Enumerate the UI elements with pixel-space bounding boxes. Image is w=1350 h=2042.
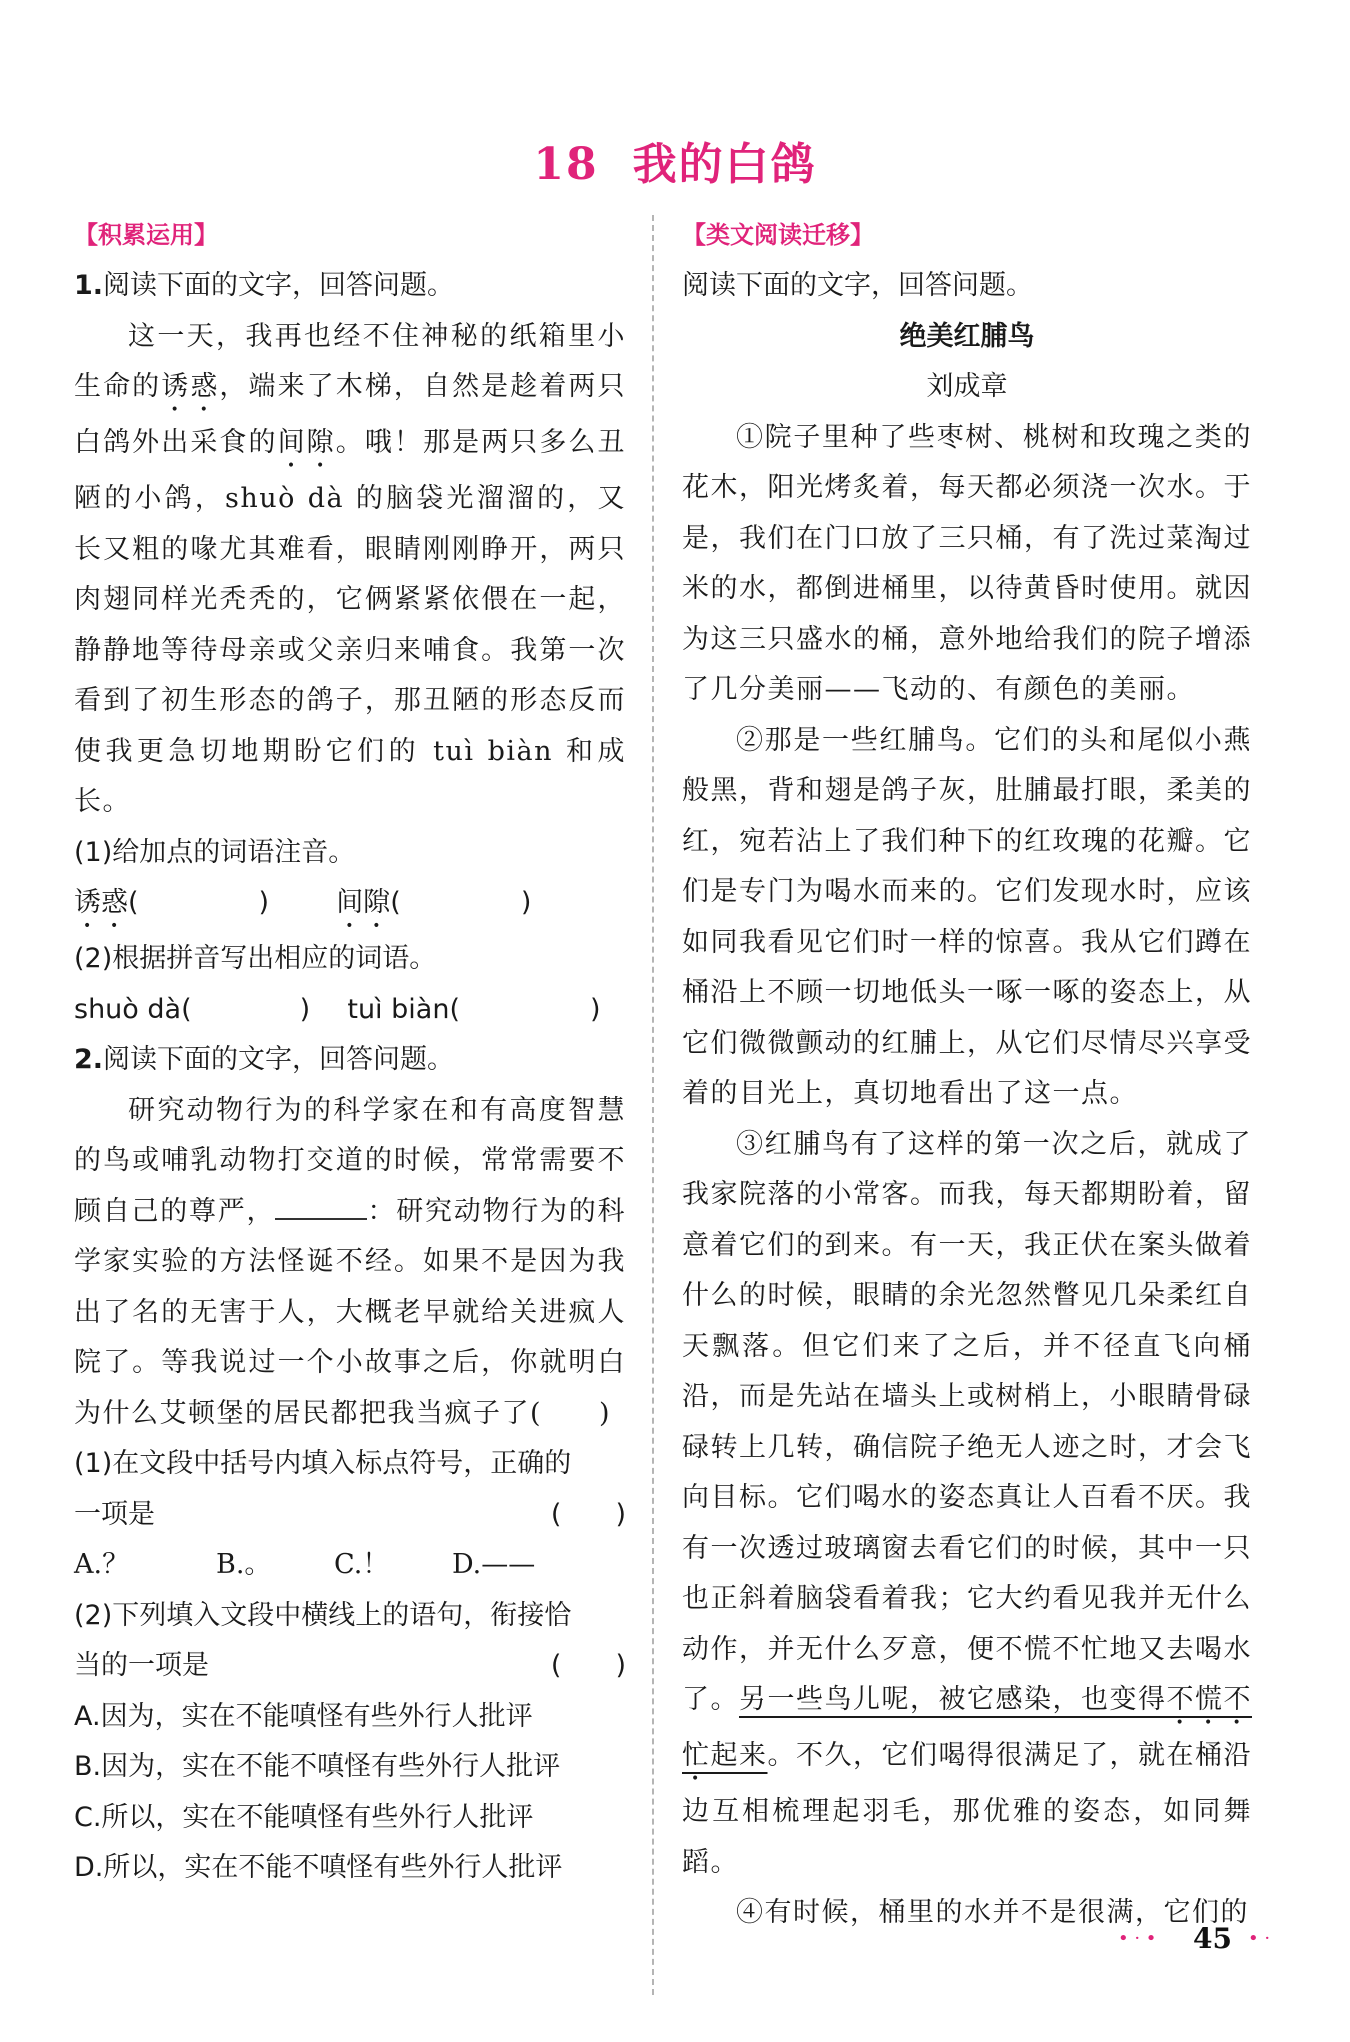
q1-passage: 这一天，我再也经不住神秘的纸箱里小生命的诱惑，端来了木梯，自然是趁着两只白鸽外出采食的间隙。哦！那是两只多么丑陋的小鸽，shuò dà 的脑袋光溜溜的，又长又粗的喙尤其难看，眼睛刚刚睁开，两只肉翅同样光秃秃的，它俩紧紧依偎在一起，静静地等待母亲或父亲归来哺食。我第一次看到了初生形态的鸽子，那丑陋的形态反而使我更急切地期盼它们的 tuì biàn 和成长。 (74, 320, 627, 817)
column-divider (652, 215, 654, 1995)
q1-sub2: (2)根据拼音写出相应的词语。 (74, 943, 437, 974)
underlined-sentence: 另一些鸟儿呢，被它感染，也变得不慌不忙起来 (682, 1684, 1252, 1771)
q2-sub1-line2: 一项是 ( ) (74, 1490, 626, 1541)
answer-paren[interactable]: ( ) (550, 1650, 626, 1681)
paragraph-3: ③红脯鸟有了这样的第一次之后，就成了我家院落的小常客。而我，每天都期盼着，留意着它们的到来。有一天，我正伏在案头做着什么的时候，眼睛的余光忽然瞥见几朵柔红自天飘落。但它们来了之后，并不径直飞向桶沿，而是先站在墙头上或树梢上，小眼睛骨碌碌转上几转，确信院子绝无人迹之时，才会飞向目标。它们喝水的姿态真让人百看不厌。我有一次透过玻璃窗去看它们的时候，其中一只也正斜着脑袋看着我；它大约看见我并无什么动作，并无什么歹意，便不慌不忙地又去喝水了。另一些鸟儿呢，被它感染，也变得不慌不忙起来。不久，它们喝得很满足了，就在桶沿边互相梳理起羽毛，那优雅的姿态，如同舞蹈。 (682, 1128, 1252, 1878)
option-c[interactable]: C.！ (334, 1549, 390, 1580)
paragraph-2: ②那是一些红脯鸟。它们的头和尾似小燕般黑，背和翅是鸽子灰，肚脯最打眼，柔美的红，宛若沾上了我们种下的红玫瑰的花瓣。它们是专门为喝水而来的。它们发现水时，应该如同我看见它们时一样的惊喜。我从它们蹲在桶沿上不顾一切地低头一啄一啄的姿态上，从它们微微颤动的红脯上，从它们尽情尽兴享受着的目光上，真切地看出了这一点。 (682, 724, 1252, 1109)
q1-sub1: (1)给加点的词语注音。 (74, 836, 356, 868)
option-b[interactable]: B.。 (216, 1549, 272, 1580)
q2-sub1: (1)在文段中括号内填入标点符号，正确的 (74, 1448, 572, 1479)
page-decoration-dots: • · • (1118, 1928, 1157, 1949)
dotted-word-youhuo: 诱惑 (161, 371, 220, 402)
q1-prompt: 1.阅读下面的文字，回答问题。 (74, 270, 455, 301)
article-title: 绝美红脯鸟 (899, 320, 1035, 352)
q2-prompt: 2.阅读下面的文字，回答问题。 (74, 1044, 455, 1075)
paragraph-1: ①院子里种了些枣树、桃树和玫瑰之类的花木，阳光烤炙着，每天都必须浇一次水。于是，我们在门口放了三只桶，有了洗过菜淘过米的水，都倒进桶里，以待黄昏时使用。就因为这三只盛水的桶，意外地给我们的院子增添了几分美丽——飞动的、有颜色的美丽。 (682, 421, 1252, 705)
article-author: 刘成章 (926, 371, 1008, 402)
q1-sub2-blanks: shuò dà( ) tuì biàn( ) (74, 993, 601, 1025)
option-a[interactable]: A.因为，实在不能嗔怪有些外行人批评 (74, 1700, 533, 1732)
q2-passage: 研究动物行为的科学家在和有高度智慧的鸟或哺乳动物打交道的时候，常常需要不顾自己的尊严， ：研究动物行为的科学家实验的方法怪诞不经。如果不是因为我出了名的无害于人，大概老早就给关进疯人院了。等我说过一个小故事之后，你就明白为什么艾顿堡的居民都把我当疯子了( ) (74, 1094, 626, 1429)
fill-in-line[interactable] (275, 1196, 367, 1220)
option-b[interactable]: B.因为，实在不能不嗔怪有些外行人批评 (74, 1751, 561, 1782)
q2-sub2-line2: 当的一项是 ( ) (74, 1641, 626, 1692)
page-decoration-dots: • · (1248, 1928, 1271, 1949)
option-a[interactable]: A.？ (74, 1549, 130, 1580)
lesson-title: 我的白鸽 (632, 139, 817, 190)
lesson-number: 18 (533, 139, 599, 190)
option-d[interactable]: D.—— (452, 1549, 536, 1580)
section-heading-accumulation: 【积累运用】 (74, 221, 218, 249)
section-heading-extended-reading: 【类文阅读迁移】 (682, 221, 874, 249)
page-number: 45 (1193, 1922, 1232, 1955)
dotted-word-jianxi: 间隙 (277, 427, 336, 458)
paragraph-4: ④有时候，桶里的水并不是很满，它们的 (736, 1897, 1249, 1928)
option-c[interactable]: C.所以，实在不能嗔怪有些外行人批评 (74, 1801, 534, 1833)
q2-sub2: (2)下列填入文段中横线上的语句，衔接恰 (74, 1599, 572, 1631)
reading-prompt: 阅读下面的文字，回答问题。 (682, 270, 1033, 301)
right-column (682, 210, 1252, 1939)
q1-sub1-blanks: 诱惑( ) 间隙( ) (74, 887, 532, 918)
page-title (0, 128, 1350, 192)
q2-sub1-options (74, 1540, 626, 1591)
option-d[interactable]: D.所以，实在不能不嗔怪有些外行人批评 (74, 1852, 563, 1883)
answer-paren[interactable]: ( ) (550, 1498, 626, 1530)
left-column (74, 210, 626, 1894)
dotted-word-buhuangbumang: 不慌不忙 (682, 1684, 1252, 1771)
